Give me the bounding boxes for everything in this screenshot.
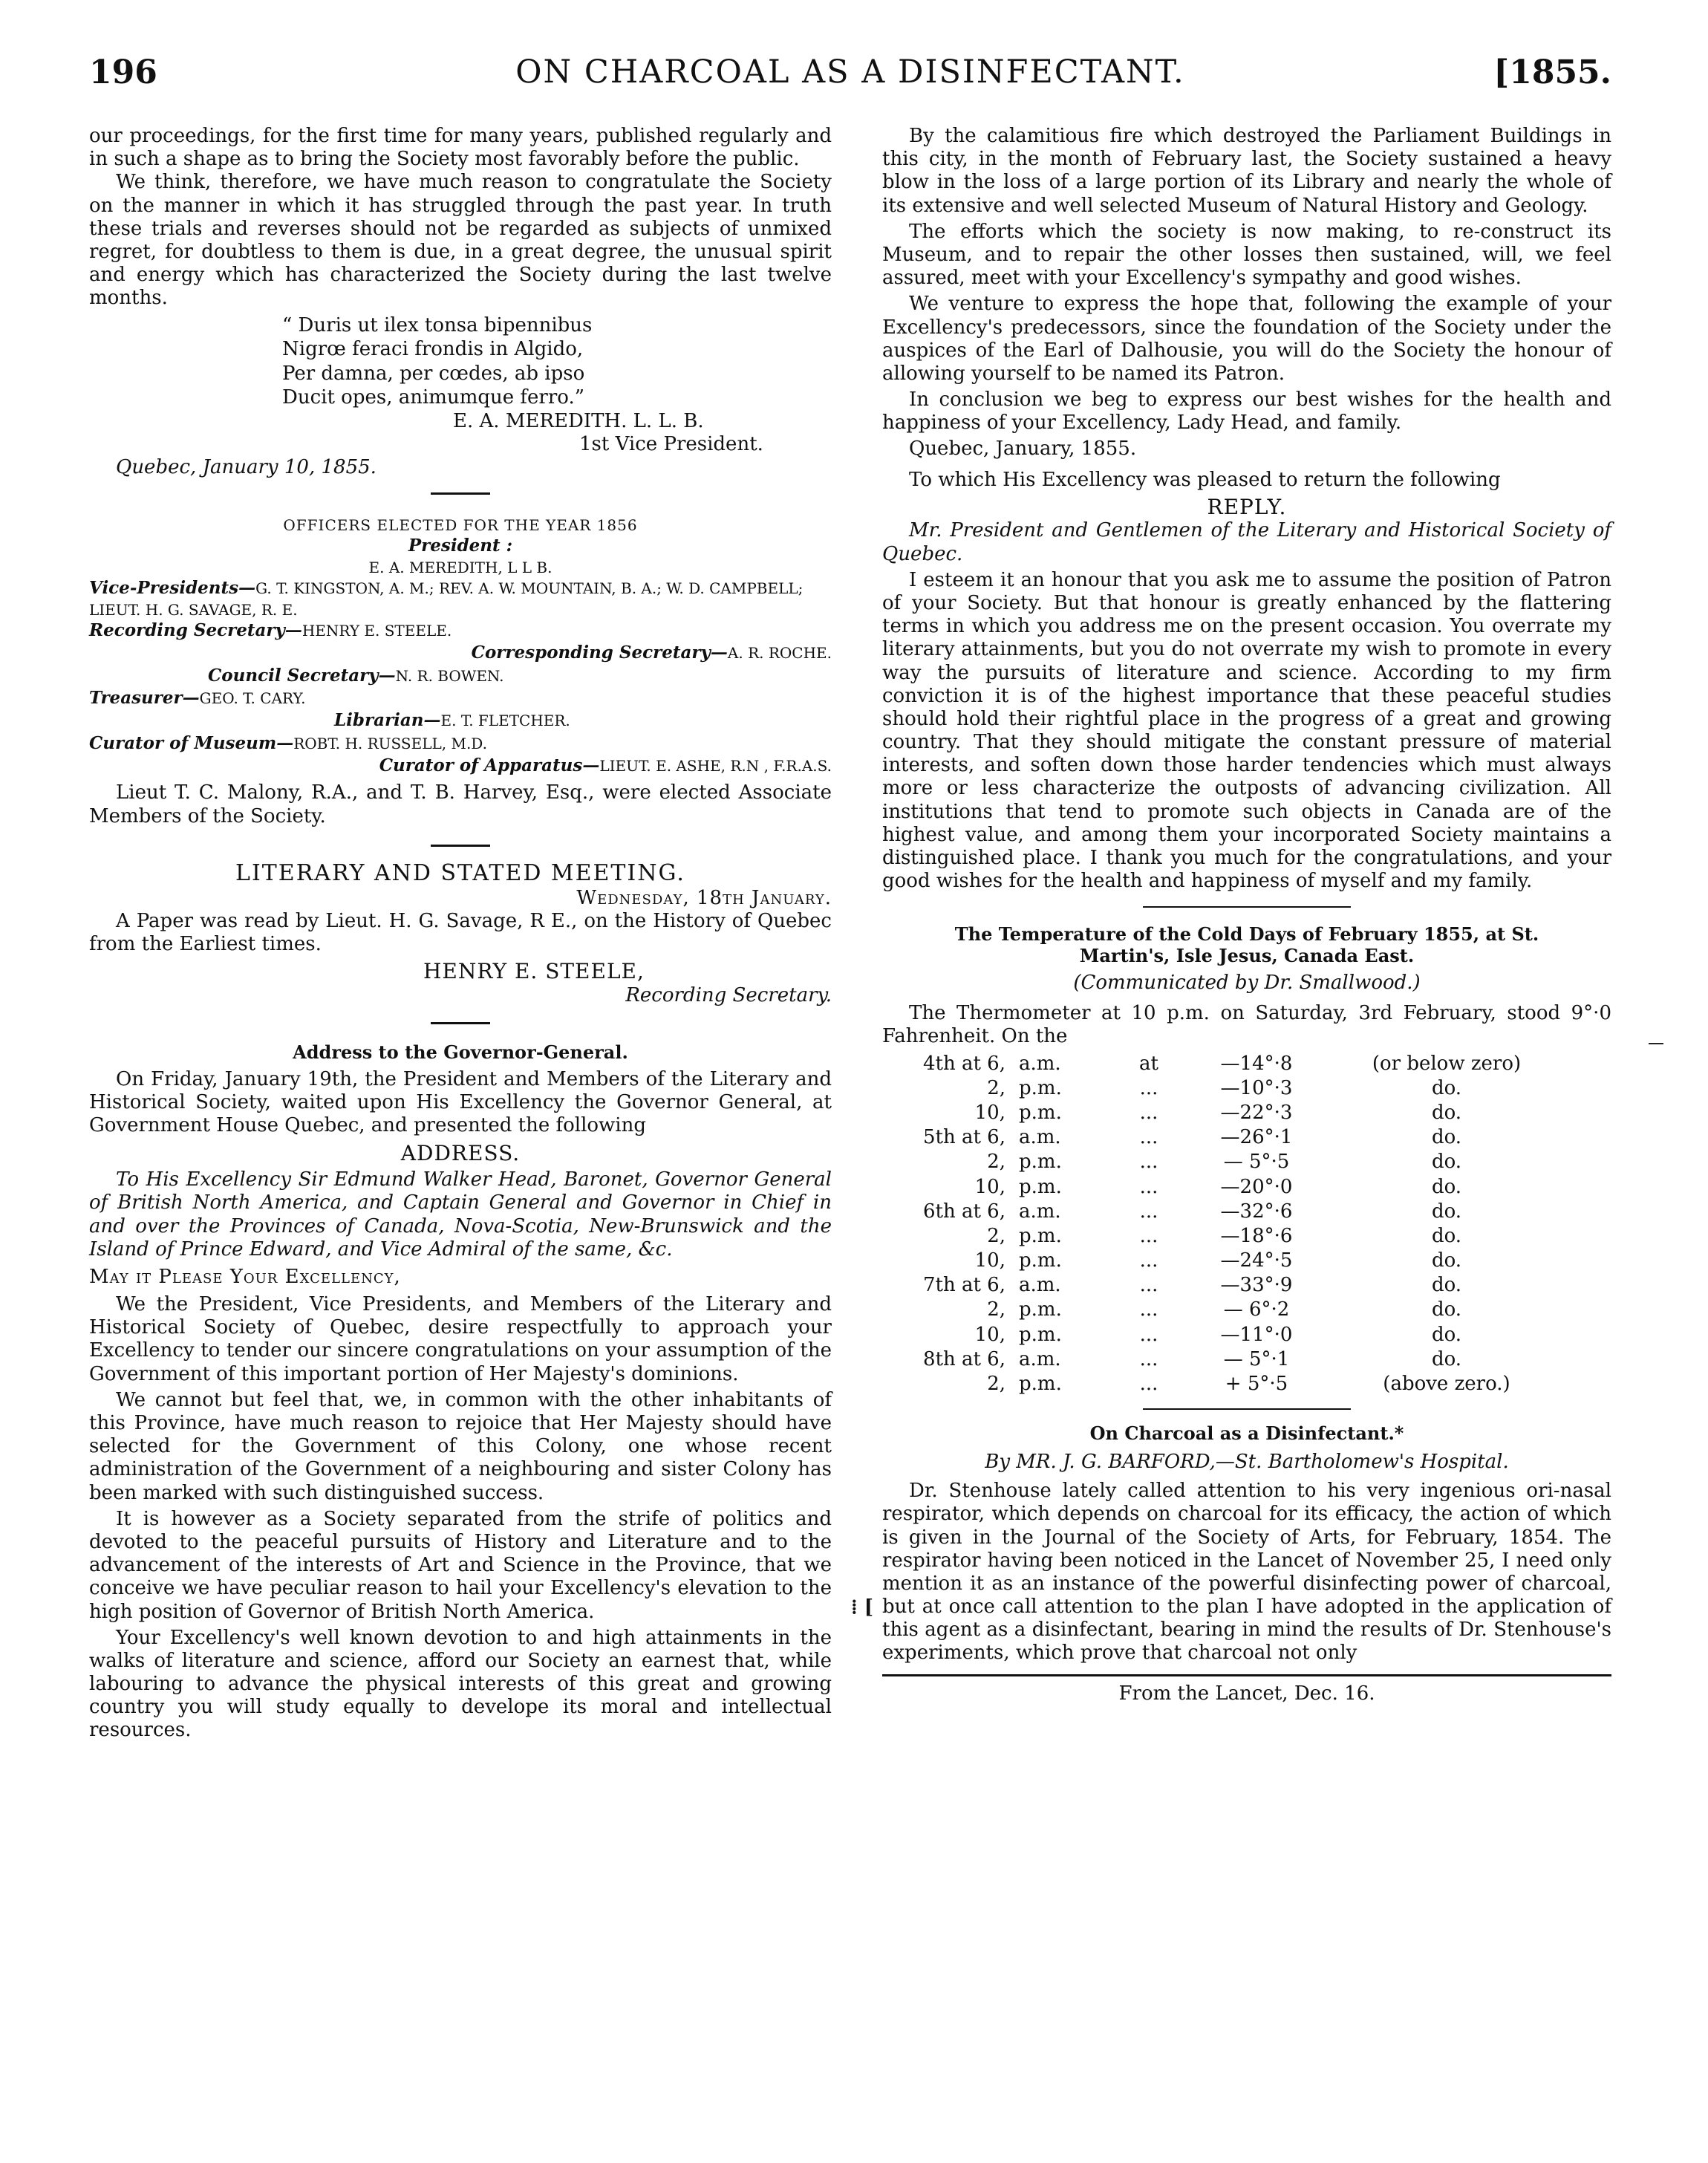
temperature-row: [902, 1125, 1570, 1150]
paragraph: Lieut T. C. Malony, R.A., and T. B. Harvey, Esq., were elected Associate Members of the Society.: [89, 781, 832, 827]
temp-ampm: a.m.: [1019, 1200, 1061, 1223]
temp-at: ...: [1139, 1200, 1158, 1223]
temperature-credit: (Communicated by Dr. Smallwood.): [1073, 972, 1421, 994]
temp-value: —26°·1: [1220, 1126, 1293, 1149]
temperature-row: [902, 1052, 1570, 1076]
temp-at: ...: [1139, 1373, 1158, 1395]
footnote: From the Lancet, Dec. 16.: [1118, 1682, 1375, 1705]
corr-name: A. R. ROCHE.: [727, 644, 832, 663]
temp-day: 10,: [974, 1249, 1005, 1272]
temperature-row: [902, 1347, 1570, 1372]
temp-note: do.: [1431, 1298, 1462, 1321]
temp-note: do.: [1431, 1200, 1462, 1223]
temp-at: ...: [1139, 1151, 1158, 1174]
temp-value: —33°·9: [1220, 1274, 1293, 1297]
temperature-heading: The Temperature of the Cold Days of February 1855, at St. Martin's, Isle Jesus, Canada East.: [954, 923, 1539, 967]
paragraph: We cannot but feel that, we, in common with the other inhabitants of this Province, have much reason to rejoice that Her Majesty should have selected for the Government of this Colony, one whose recent administration of the Government of a neighbouring and sister Colony has been marked with such distinguished success.: [89, 1388, 832, 1504]
temp-day: 8th at 6,: [922, 1347, 1005, 1370]
margin-mark: ⁞ [: [851, 1596, 874, 1619]
temp-note: do.: [1431, 1101, 1462, 1124]
divider: [431, 492, 490, 495]
dateline: Quebec, January, 1855.: [909, 438, 1137, 461]
temp-value: —32°·6: [1220, 1200, 1293, 1223]
temp-value: — 5°·5: [1223, 1151, 1290, 1174]
temp-at: ...: [1139, 1274, 1158, 1297]
temp-note: do.: [1431, 1323, 1462, 1346]
council-label: Council Secretary—: [208, 665, 396, 686]
treas-label: Treasurer—: [89, 688, 200, 709]
rec-label: Recording Secretary—: [89, 619, 302, 640]
edge-mark: [1649, 1043, 1663, 1044]
temp-day: 7th at 6,: [922, 1274, 1005, 1297]
dateline: Quebec, January 10, 1855.: [116, 455, 377, 478]
verse-line: Ducit opes, animumque ferro.”: [282, 386, 585, 409]
lib-label: Librarian—: [334, 710, 441, 731]
secretary-name: HENRY E. STEELE,: [423, 959, 645, 984]
temperature-row: [902, 1224, 1570, 1249]
divider: [431, 1022, 490, 1024]
temperature-row: [902, 1200, 1570, 1224]
temperature-row: [902, 1150, 1570, 1174]
paragraph: Dr. Stenhouse lately called attention to his very ingenious ori-nasal respirator, which depends on charcoal for its efficacy, the action of which is given in the Journal of the Society of Arts, for February, 1854. The respirator having been noticed in the Lancet of November 25, I need only mention it as an instance of the powerful disinfecting power of charcoal, but at once call attention to the plan I have adopted in the application of this agent as a disinfectant, bearing in mind the results of Dr. Stenhouse's experiments, which prove that charcoal not only: [882, 1480, 1611, 1665]
temperature-intro: The Thermometer at 10 p.m. on Saturday, 3rd February, stood 9°·0 Fahrenheit. On the: [882, 1002, 1611, 1048]
temperature-row: [902, 1101, 1570, 1125]
paragraph: our proceedings, for the first time for many years, published regularly and in such a shape as to bring the Society most favorably before the public.: [89, 125, 832, 171]
temp-ampm: a.m.: [1019, 1052, 1061, 1075]
temp-note: do.: [1431, 1126, 1462, 1149]
temp-value: —20°·0: [1220, 1175, 1293, 1198]
temp-note: do.: [1431, 1151, 1462, 1174]
vice-label: Vice-Presidents—: [89, 578, 256, 599]
temp-note: do.: [1431, 1249, 1462, 1272]
running-header: [89, 53, 1611, 113]
page-number: 196: [89, 53, 157, 91]
signer-name: E. A. MEREDITH. L. L. B.: [453, 409, 704, 432]
temp-day: 10,: [974, 1323, 1005, 1346]
temp-note: do.: [1431, 1274, 1462, 1297]
paragraph: We think, therefore, we have much reason to congratulate the Society on the manner in which it has struggled through the past year. In truth these trials and reverses should not be regarded as subjects of unmixed regret, for doubtless to them is due, in a great degree, the unusual spirit and energy which has characterized the Society during the last twelve months.: [89, 171, 832, 310]
temperature-row: [902, 1273, 1570, 1298]
paragraph: Your Excellency's well known devotion to and high attainments in the walks of literature and science, afford our Society an earnest that, while labouring to advance the physical interests of this great and growing country you will study equally to develope its moral and intellectual resources.: [89, 1626, 832, 1742]
address-to: To His Excellency Sir Edmund Walker Head, Baronet, Governor General of British North America, and Captain General and Governor in Chief in and over the Provinces of Canada, Nova-Scotia, New-Brunswick and the Island of Prince Edward, and Vice Admiral of the same, &c.: [89, 1168, 832, 1261]
paragraph: On Friday, January 19th, the President and Members of the Literary and Historical Society, waited upon His Excellency the Governor General, at Government House Quebec, and presented the following: [89, 1067, 832, 1137]
temp-ampm: p.m.: [1019, 1175, 1062, 1198]
meeting-heading: LITERARY AND STATED MEETING.: [235, 859, 685, 886]
temp-ampm: p.m.: [1019, 1373, 1062, 1395]
temp-day: 2,: [987, 1151, 1005, 1174]
temperature-row: [902, 1175, 1570, 1200]
temp-day: 4th at 6,: [922, 1052, 1005, 1075]
temperature-rows: [902, 1052, 1570, 1397]
temp-ampm: a.m.: [1019, 1274, 1061, 1297]
footnote-rule: [882, 1674, 1611, 1676]
right-column: [882, 125, 1611, 1705]
temp-value: —14°·8: [1220, 1052, 1293, 1075]
secretary-title: Recording Secretary.: [625, 984, 832, 1006]
paragraph: A Paper was read by Lieut. H. G. Savage, R E., on the History of Quebec from the Earliest times.: [89, 910, 832, 956]
temp-day: 6th at 6,: [922, 1200, 1005, 1223]
treas-name: GEO. T. CARY.: [199, 689, 306, 708]
left-column: [89, 125, 832, 1746]
temp-day: 5th at 6,: [922, 1126, 1005, 1149]
temp-at: ...: [1139, 1298, 1158, 1321]
temp-day: 2,: [987, 1298, 1005, 1321]
paragraph: By the calamitious fire which destroyed the Parliament Buildings in this city, in the month of February last, the Society sustained a heavy blow in the loss of a large portion of its Library and nearly the whole of its extensive and well selected Museum of Natural History and Geology.: [882, 125, 1611, 217]
reply-address: Mr. President and Gentlemen of the Literary and Historical Society of Quebec.: [882, 519, 1611, 565]
temp-value: —11°·0: [1220, 1323, 1293, 1346]
temp-value: —18°·6: [1220, 1224, 1293, 1247]
meeting-date: Wednesday, 18th January.: [576, 886, 832, 909]
vice-names: G. T. KINGSTON, A. M.; REV. A. W. MOUNTAIN, B. A.; W. D. CAMPBELL; LIEUT. H. G. SAVAGE, R. E.: [89, 579, 804, 619]
temp-note: (or below zero): [1372, 1052, 1522, 1075]
temperature-row: [902, 1323, 1570, 1347]
museum-label: Curator of Museum—: [89, 732, 294, 753]
salutation: May it Please Your Excellency,: [89, 1265, 401, 1288]
reply-intro: To which His Excellency was pleased to return the following: [909, 468, 1501, 491]
temp-note: do.: [1431, 1076, 1462, 1099]
verse-line: Nigrœ feraci frondis in Algido,: [282, 338, 584, 360]
temp-day: 2,: [987, 1373, 1005, 1395]
charcoal-byline: By MR. J. G. BARFORD,—St. Bartholomew's Hospital.: [985, 1450, 1509, 1473]
temp-at: ...: [1139, 1101, 1158, 1124]
temp-at: at: [1139, 1052, 1158, 1075]
temp-at: ...: [1139, 1126, 1158, 1149]
temp-value: —22°·3: [1220, 1101, 1293, 1124]
temperature-row: [902, 1298, 1570, 1322]
temp-note: (above zero.): [1383, 1373, 1510, 1395]
temp-at: ...: [1139, 1224, 1158, 1247]
temp-note: do.: [1431, 1175, 1462, 1198]
verse-line: Per damna, per cœdes, ab ipso: [282, 362, 585, 385]
temperature-table: [902, 1052, 1570, 1397]
lib-name: E. T. FLETCHER.: [440, 712, 570, 730]
temp-ampm: a.m.: [1019, 1347, 1061, 1370]
temp-at: ...: [1139, 1076, 1158, 1099]
temp-ampm: a.m.: [1019, 1126, 1061, 1149]
apparatus-label: Curator of Apparatus—: [379, 755, 600, 776]
latin-verse: [282, 313, 832, 410]
divider: [431, 845, 490, 847]
rec-name: HENRY E. STEELE.: [301, 621, 452, 640]
temperature-row: [902, 1076, 1570, 1101]
temp-note: do.: [1431, 1224, 1462, 1247]
temp-ampm: p.m.: [1019, 1249, 1062, 1272]
temp-value: — 5°·1: [1223, 1347, 1290, 1370]
temp-day: 10,: [974, 1101, 1005, 1124]
temp-value: + 5°·5: [1225, 1373, 1288, 1395]
president-label: President :: [408, 536, 513, 556]
temp-ampm: p.m.: [1019, 1224, 1062, 1247]
temp-at: ...: [1139, 1347, 1158, 1370]
temp-note: do.: [1431, 1347, 1462, 1370]
temp-at: ...: [1139, 1249, 1158, 1272]
temp-value: — 6°·2: [1223, 1298, 1290, 1321]
running-title: ON CHARCOAL AS A DISINFECTANT.: [515, 53, 1185, 91]
officers-heading: OFFICERS ELECTED FOR THE YEAR 1856: [283, 516, 638, 535]
temperature-row: [902, 1372, 1570, 1396]
temp-at: ...: [1139, 1323, 1158, 1346]
temp-at: ...: [1139, 1175, 1158, 1198]
temp-ampm: p.m.: [1019, 1101, 1062, 1124]
paragraph: We venture to express the hope that, following the example of your Excellency's predecessors, since the foundation of the Society under the auspices of the Earl of Dalhousie, you will do the Society the honour of allowing yourself to be named its Patron.: [882, 293, 1611, 385]
charcoal-heading: On Charcoal as a Disinfectant.*: [1089, 1422, 1404, 1445]
verse-line: “ Duris ut ilex tonsa bipennibus: [282, 313, 593, 336]
signer-title: 1st Vice President.: [579, 432, 763, 455]
divider: [1143, 906, 1351, 908]
reply-title: REPLY.: [1207, 494, 1287, 519]
paragraph: We the President, Vice Presidents, and Members of the Literary and Historical Society of Quebec, desire respectfully to approach your Excellency to tender our sincere congratulations on your assumption of the Government of this important portion of Her Majesty's dominions.: [89, 1293, 832, 1385]
council-name: N. R. BOWEN.: [395, 666, 504, 685]
temperature-row: [902, 1249, 1570, 1273]
apparatus-name: LIEUT. E. ASHE, R.N , F.R.A.S.: [599, 757, 832, 775]
paragraph: In conclusion we beg to express our best wishes for the health and happiness of your Excellency, Lady Head, and family.: [882, 388, 1611, 435]
temp-ampm: p.m.: [1019, 1151, 1062, 1174]
paragraph: The efforts which the society is now making, to re-construct its Museum, and to repair the other losses then sustained, will, we feel assured, meet with your Excellency's sympathy and good wishes.: [882, 220, 1611, 290]
address-title: ADDRESS.: [400, 1140, 521, 1165]
temp-day: 2,: [987, 1076, 1005, 1099]
corr-label: Corresponding Secretary—: [471, 643, 728, 663]
paragraph: I esteem it an honour that you ask me to assume the position of Patron of your Society. But that honour is greatly enhanced by the flattering terms in which you address me on the present occasion. You overrate my literary attainments, but you do not overrate my wish to promote in every way the pursuits of literature and science. According to my firm conviction it is of the highest importance that these peaceful studies should hold their rightful place in the progress of a great and growing country. That they should mitigate the constant pressure of material interests, and soften down those harder tendencies which must always more or less characterize the outposts of advancing civilization. All institutions that tend to promote such objects in Canada are of the highest value, and among them your incorporated Society maintains a distinguished place. I thank you much for the congratulations, and your good wishes for the health and happiness of myself and my family.: [882, 568, 1611, 893]
temp-ampm: p.m.: [1019, 1076, 1062, 1099]
temp-value: —24°·5: [1220, 1249, 1293, 1272]
divider: [1143, 1408, 1351, 1410]
running-year: [1855.: [1493, 53, 1611, 91]
president-name: E. A. MEREDITH, L L B.: [368, 558, 553, 576]
temp-day: 10,: [974, 1175, 1005, 1198]
temp-ampm: p.m.: [1019, 1298, 1062, 1321]
paragraph: It is however as a Society separated from the strife of politics and devoted to the peaceful pursuits of History and Literature and to the advancement of the interests of Art and Science in the Province, that we conceive we have peculiar reason to hail your Excellency's elevation to the high position of Governor of British North America.: [89, 1507, 832, 1623]
temp-ampm: p.m.: [1019, 1323, 1062, 1346]
temp-day: 2,: [987, 1224, 1005, 1247]
officers-list: [89, 515, 832, 777]
museum-name: ROBT. H. RUSSELL, M.D.: [293, 734, 487, 752]
temp-value: —10°·3: [1220, 1076, 1293, 1099]
address-heading: Address to the Governor-General.: [293, 1041, 628, 1064]
